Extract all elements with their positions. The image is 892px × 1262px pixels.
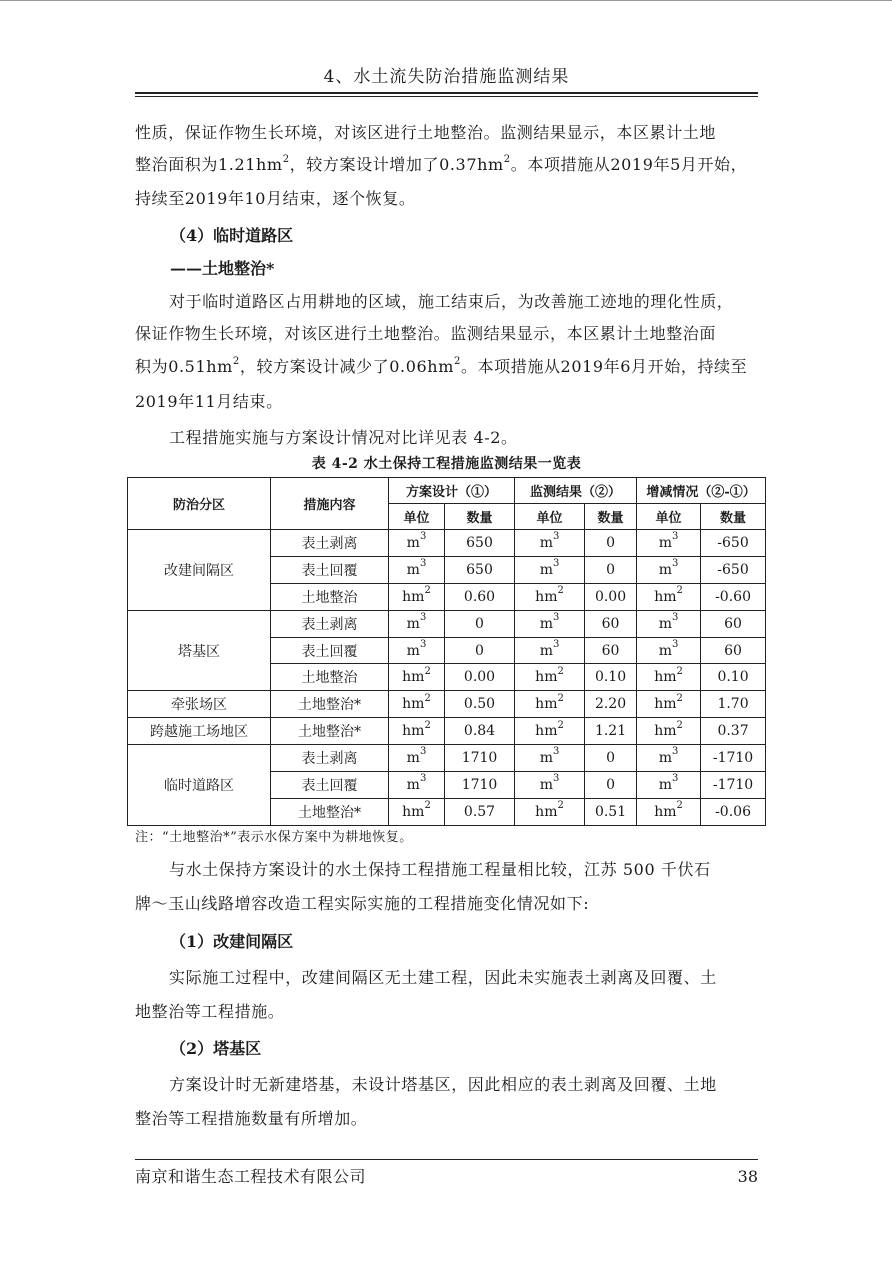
section-1-line-1: 实际施工过程中，改建间隔区无土建工程，因此未实施表土剥离及回覆、土 [169, 968, 717, 987]
section-2-heading: （2）塔基区 [170, 1039, 262, 1058]
unit-cell: $hm^2$ [515, 583, 585, 610]
change-qty-cell: 60 [701, 610, 766, 637]
section-4-heading: （4）临时道路区 [170, 226, 294, 245]
intro-line-2: 整治面积为$1.21hm^2$，较方案设计增加了$0.37hm^2$。本项措施从2019年5月开始， [135, 153, 748, 174]
plan-qty-cell: 650 [445, 556, 515, 583]
page-header-title: 4、水土流失防治措施监测结果 [323, 67, 570, 87]
section-4-line-2: 保证作物生长环境，对该区进行土地整治。监测结果显示，本区累计土地整治面 [135, 324, 717, 343]
unit-cell: $m^3$ [515, 745, 585, 772]
table-row [128, 745, 766, 772]
section-2-line-1: 方案设计时无新建塔基，未设计塔基区，因此相应的表土剥离及回覆、土地 [169, 1075, 717, 1094]
unit-cell: $m^3$ [637, 556, 701, 583]
unit-cell: $m^3$ [637, 772, 701, 799]
unit-cell: $hm^2$ [515, 691, 585, 718]
header-unit: 单位 [637, 504, 701, 530]
table-caption: 表 4-2 水土保持工程措施监测结果一览表 [311, 456, 582, 472]
footer-company: 南京和谐生态工程技术有限公司 [135, 1167, 367, 1186]
unit-cell: $m^3$ [637, 745, 701, 772]
measures-table [127, 477, 766, 826]
unit-cell: $m^3$ [515, 637, 585, 664]
plan-qty-cell: 0.00 [445, 664, 515, 691]
unit-cell: $m^3$ [637, 530, 701, 557]
measure-cell: 表土剥离 [271, 530, 389, 557]
plan-qty-cell: 0 [445, 610, 515, 637]
table-intro: 工程措施实施与方案设计情况对比详见表 4-2。 [169, 428, 518, 447]
measure-cell: 表土剥离 [271, 610, 389, 637]
header-change: 增减情况（②-①） [637, 478, 766, 504]
change-qty-cell: 1.70 [701, 691, 766, 718]
header-monitor: 监测结果（②） [515, 478, 637, 504]
change-qty-cell: 0.37 [701, 718, 766, 745]
section-4-subheading: ——土地整治* [170, 259, 275, 278]
intro-line-3: 持续至2019年10月结束，逐个恢复。 [135, 189, 416, 208]
unit-cell: $m^3$ [389, 530, 445, 557]
measure-cell: 表土回覆 [271, 772, 389, 799]
unit-cell: $hm^2$ [515, 664, 585, 691]
unit-cell: $hm^2$ [637, 691, 701, 718]
measure-cell: 表土剥离 [271, 745, 389, 772]
plan-qty-cell: 0.84 [445, 718, 515, 745]
intro-line-1: 性质，保证作物生长环境，对该区进行土地整治。监测结果显示，本区累计土地 [135, 123, 717, 142]
monitor-qty-cell: 0.10 [585, 664, 637, 691]
unit-cell: $m^3$ [389, 772, 445, 799]
change-qty-cell: -0.06 [701, 798, 766, 825]
compare-line-2: 牌～玉山线路增容改造工程实际实施的工程措施变化情况如下: [135, 894, 590, 913]
measure-cell: 土地整治 [271, 583, 389, 610]
measure-cell: 土地整治* [271, 718, 389, 745]
header-zone: 防治分区 [128, 478, 271, 530]
monitor-qty-cell: 0 [585, 745, 637, 772]
monitor-qty-cell: 0.00 [585, 583, 637, 610]
change-qty-cell: 0.10 [701, 664, 766, 691]
unit-cell: $m^3$ [515, 530, 585, 557]
plan-qty-cell: 0.50 [445, 691, 515, 718]
header-rule-thin [135, 96, 758, 97]
unit-cell: $hm^2$ [637, 718, 701, 745]
zone-cell: 临时道路区 [128, 745, 271, 826]
section-4-line-4: 2019年11月结束。 [135, 392, 283, 411]
change-qty-cell: -1710 [701, 772, 766, 799]
page-top-border [0, 0, 892, 1]
monitor-qty-cell: 0 [585, 530, 637, 557]
header-unit: 单位 [515, 504, 585, 530]
table-row [128, 530, 766, 557]
table-row [128, 691, 766, 718]
unit-cell: $m^3$ [515, 556, 585, 583]
unit-cell: $hm^2$ [637, 583, 701, 610]
section-4-line-3: 积为$0.51hm^2$，较方案设计减少了$0.06hm^2$。本项措施从2019年6月开始，持续至 [135, 355, 748, 376]
zone-cell: 跨越施工场地区 [128, 718, 271, 745]
measure-cell: 土地整治 [271, 664, 389, 691]
compare-line-1: 与水土保持方案设计的水土保持工程措施工程量相比较，江苏 500 千伏石 [169, 860, 711, 879]
monitor-qty-cell: 0 [585, 772, 637, 799]
unit-cell: $m^3$ [637, 610, 701, 637]
measure-cell: 表土回覆 [271, 637, 389, 664]
monitor-qty-cell: 60 [585, 637, 637, 664]
header-unit: 单位 [389, 504, 445, 530]
header-measure: 措施内容 [271, 478, 389, 530]
header-qty: 数量 [445, 504, 515, 530]
unit-cell: $hm^2$ [389, 583, 445, 610]
zone-cell: 改建间隔区 [128, 530, 271, 611]
footer-rule [135, 1159, 758, 1160]
section-1-line-2: 地整治等工程措施。 [135, 1002, 285, 1021]
page-number: 38 [737, 1167, 758, 1186]
change-qty-cell: -0.60 [701, 583, 766, 610]
plan-qty-cell: 0.60 [445, 583, 515, 610]
change-qty-cell: -650 [701, 530, 766, 557]
unit-cell: $m^3$ [515, 610, 585, 637]
unit-cell: $hm^2$ [637, 664, 701, 691]
change-qty-cell: 60 [701, 637, 766, 664]
unit-cell: $hm^2$ [389, 718, 445, 745]
unit-cell: $hm^2$ [515, 718, 585, 745]
plan-qty-cell: 0 [445, 637, 515, 664]
measure-cell: 土地整治* [271, 691, 389, 718]
plan-qty-cell: 1710 [445, 772, 515, 799]
table-row [128, 610, 766, 637]
zone-cell: 塔基区 [128, 610, 271, 691]
plan-qty-cell: 1710 [445, 745, 515, 772]
monitor-qty-cell: 60 [585, 610, 637, 637]
unit-cell: $m^3$ [389, 556, 445, 583]
unit-cell: $hm^2$ [389, 691, 445, 718]
unit-cell: $m^3$ [389, 610, 445, 637]
section-4-line-1: 对于临时道路区占用耕地的区域，施工结束后，为改善施工迹地的理化性质， [169, 292, 734, 311]
monitor-qty-cell: 1.21 [585, 718, 637, 745]
unit-cell: $hm^2$ [637, 798, 701, 825]
header-rule-thick [135, 92, 758, 94]
monitor-qty-cell: 0 [585, 556, 637, 583]
section-1-heading: （1）改建间隔区 [170, 932, 294, 951]
unit-cell: $m^3$ [637, 637, 701, 664]
monitor-qty-cell: 0.51 [585, 798, 637, 825]
header-qty: 数量 [585, 504, 637, 530]
unit-cell: $m^3$ [515, 772, 585, 799]
change-qty-cell: -650 [701, 556, 766, 583]
unit-cell: $hm^2$ [389, 798, 445, 825]
monitor-qty-cell: 2.20 [585, 691, 637, 718]
header-plan: 方案设计（①） [389, 478, 515, 504]
unit-cell: $m^3$ [389, 637, 445, 664]
unit-cell: $hm^2$ [515, 798, 585, 825]
header-qty: 数量 [701, 504, 766, 530]
unit-cell: $hm^2$ [389, 664, 445, 691]
zone-cell: 牵张场区 [128, 691, 271, 718]
measure-cell: 表土回覆 [271, 556, 389, 583]
measure-cell: 土地整治* [271, 798, 389, 825]
plan-qty-cell: 650 [445, 530, 515, 557]
unit-cell: $m^3$ [389, 745, 445, 772]
change-qty-cell: -1710 [701, 745, 766, 772]
table-row [128, 718, 766, 745]
plan-qty-cell: 0.57 [445, 798, 515, 825]
table-note: 注：“土地整治*”表示水保方案中为耕地恢复。 [135, 830, 413, 845]
section-2-line-2: 整治等工程措施数量有所增加。 [135, 1109, 368, 1128]
